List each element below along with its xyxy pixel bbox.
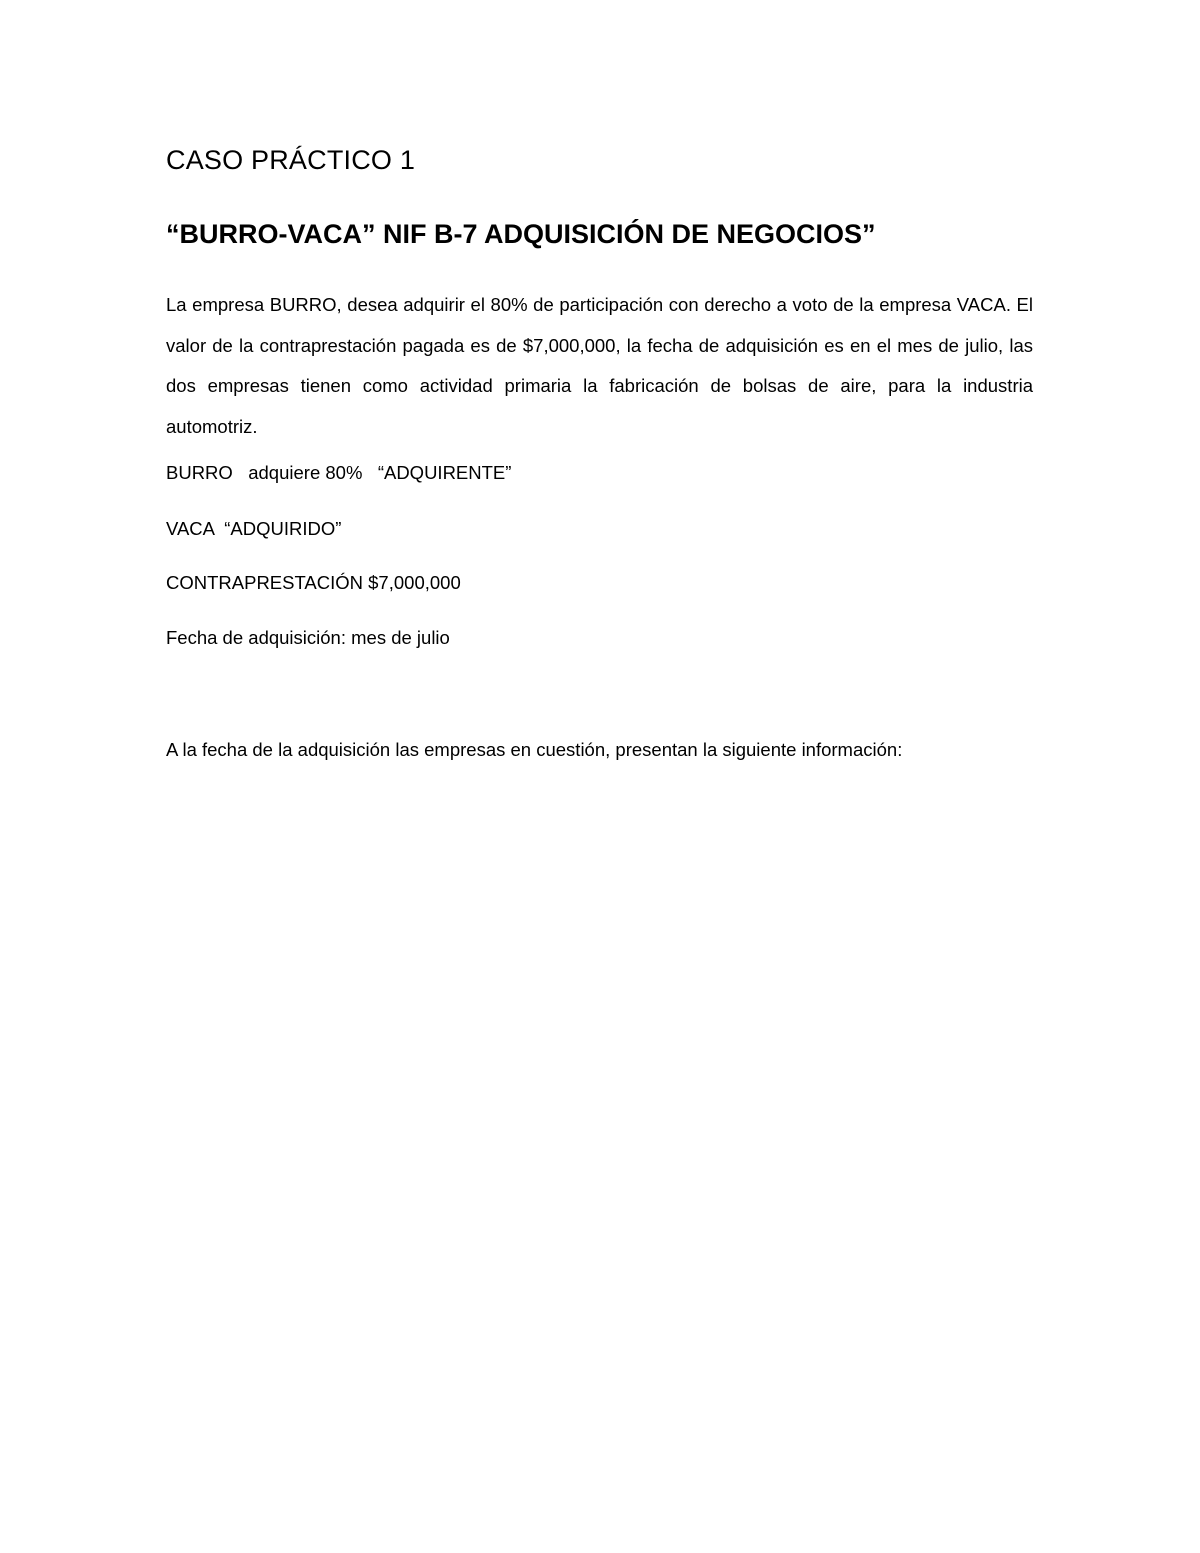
- acquisition-date-line: Fecha de adquisición: mes de julio: [166, 627, 450, 648]
- information-intro-line: A la fecha de la adquisición las empresas en cuestión, presentan la siguiente información:: [166, 739, 903, 760]
- consideration-line: CONTRAPRESTACIÓN $7,000,000: [166, 572, 461, 593]
- intro-paragraph: La empresa BURRO, desea adquirir el 80% de participación con derecho a voto de la empresa VACA. El valor de la contraprestación pagada es de $7,000,000, la fecha de adquisición es en el mes de julio, las dos empresas tienen como actividad primaria la fabricación de bolsas de aire, para la industria automotriz.: [166, 294, 1033, 437]
- document-title: CASO PRÁCTICO 1: [166, 145, 416, 175]
- acquired-line: VACA “ADQUIRIDO”: [166, 518, 342, 539]
- acquirer-line: BURRO adquiere 80% “ADQUIRENTE”: [166, 462, 512, 483]
- document-subtitle: “BURRO-VACA” NIF B-7 ADQUISICIÓN DE NEGOCIOS”: [166, 219, 876, 249]
